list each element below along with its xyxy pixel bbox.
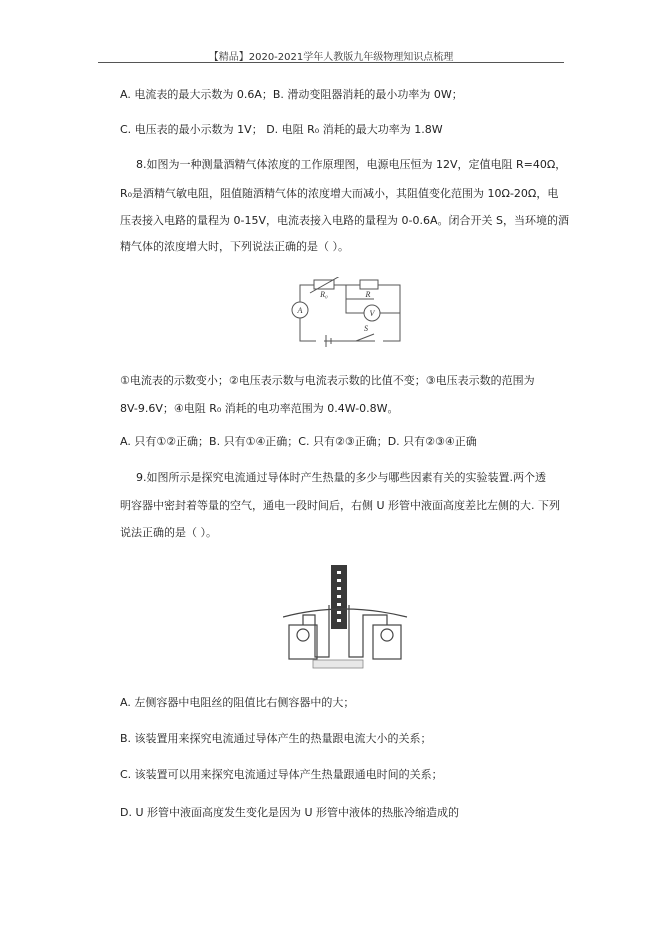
q9-option-a: A. 左侧容器中电阻丝的阻值比右侧容器中的大； [120,696,355,709]
right-heating-coil [381,629,393,641]
q8-stem-line-1: 8.如图为一种测量酒精气体浓度的工作原理图，电源电压恒为 12V，定值电阻 R=40Ω， [136,158,567,171]
q8-options: A. 只有①②正确；B. 只有①④正确；C. 只有②③正确；D. 只有②③④正确 [120,435,477,448]
label-a: A [297,306,303,315]
q8-stem-line-4: 精气体的浓度增大时，下列说法正确的是（ ）。 [120,240,349,253]
q9-stem-line-1: 9.如图所示是探究电流通过导体时产生热量的多少与哪些因素有关的实验装置.两个透 [136,471,546,484]
q8-stem-line-3: 压表接入电路的量程为 0-15V，电流表接入电路的量程为 0-0.6A。闭合开关 S，当环境的酒 [120,214,569,227]
q8-statement-line-1: ①电流表的示数变小；②电压表示数与电流表示数的比值不变；③电压表示数的范围为 [120,374,535,387]
q8-statement-line-2: 8V-9.6V；④电阻 R₀ 消耗的电功率范围为 0.4W-0.8W。 [120,402,399,415]
label-v: V [369,309,375,318]
q9-stem-line-2: 明容器中密封着等量的空气，通电一段时间后，右侧 U 形管中液面高度差比左侧的大. 下列 [120,499,561,512]
right-u-tube [349,605,387,657]
header-rule [98,62,564,63]
right-container [373,625,401,659]
q9-option-d: D. U 形管中液面高度发生变化是因为 U 形管中液体的热胀冷缩造成的 [120,806,460,819]
fixed-resistor-r [360,280,378,289]
q9-option-c: C. 该装置可以用来探究电流通过导体产生热量跟通电时间的关系； [120,768,443,781]
q9-option-b: B. 该装置用来探究电流通过导体产生的热量跟电流大小的关系； [120,732,432,745]
q7-option-line-1: A. 电流表的最大示数为 0.6A；B. 滑动变阻器消耗的最小功率为 0W； [120,88,463,101]
q8-stem-line-2: R₀是酒精气敏电阻，阻值随酒精气体的浓度增大而减小，其阻值变化范围为 10Ω-20Ω，电 [120,187,559,200]
q8-circuit-diagram [286,277,410,347]
page-header-title: 【精品】2020-2021学年人教版九年级物理知识点梳理 [208,52,454,63]
left-heating-coil [297,629,309,641]
label-r: R [365,290,371,299]
q7-option-line-2: C. 电压表的最小示数为 1V； D. 电阻 R₀ 消耗的最大功率为 1.8W [120,123,443,136]
left-container [289,625,317,659]
q9-stem-line-3: 说法正确的是（ ）。 [120,526,217,539]
label-r0: R₀ [320,290,328,299]
label-s: S [364,324,368,333]
switch-s [356,334,374,341]
q9-joule-heating-apparatus [283,565,409,669]
base-board [313,660,363,668]
